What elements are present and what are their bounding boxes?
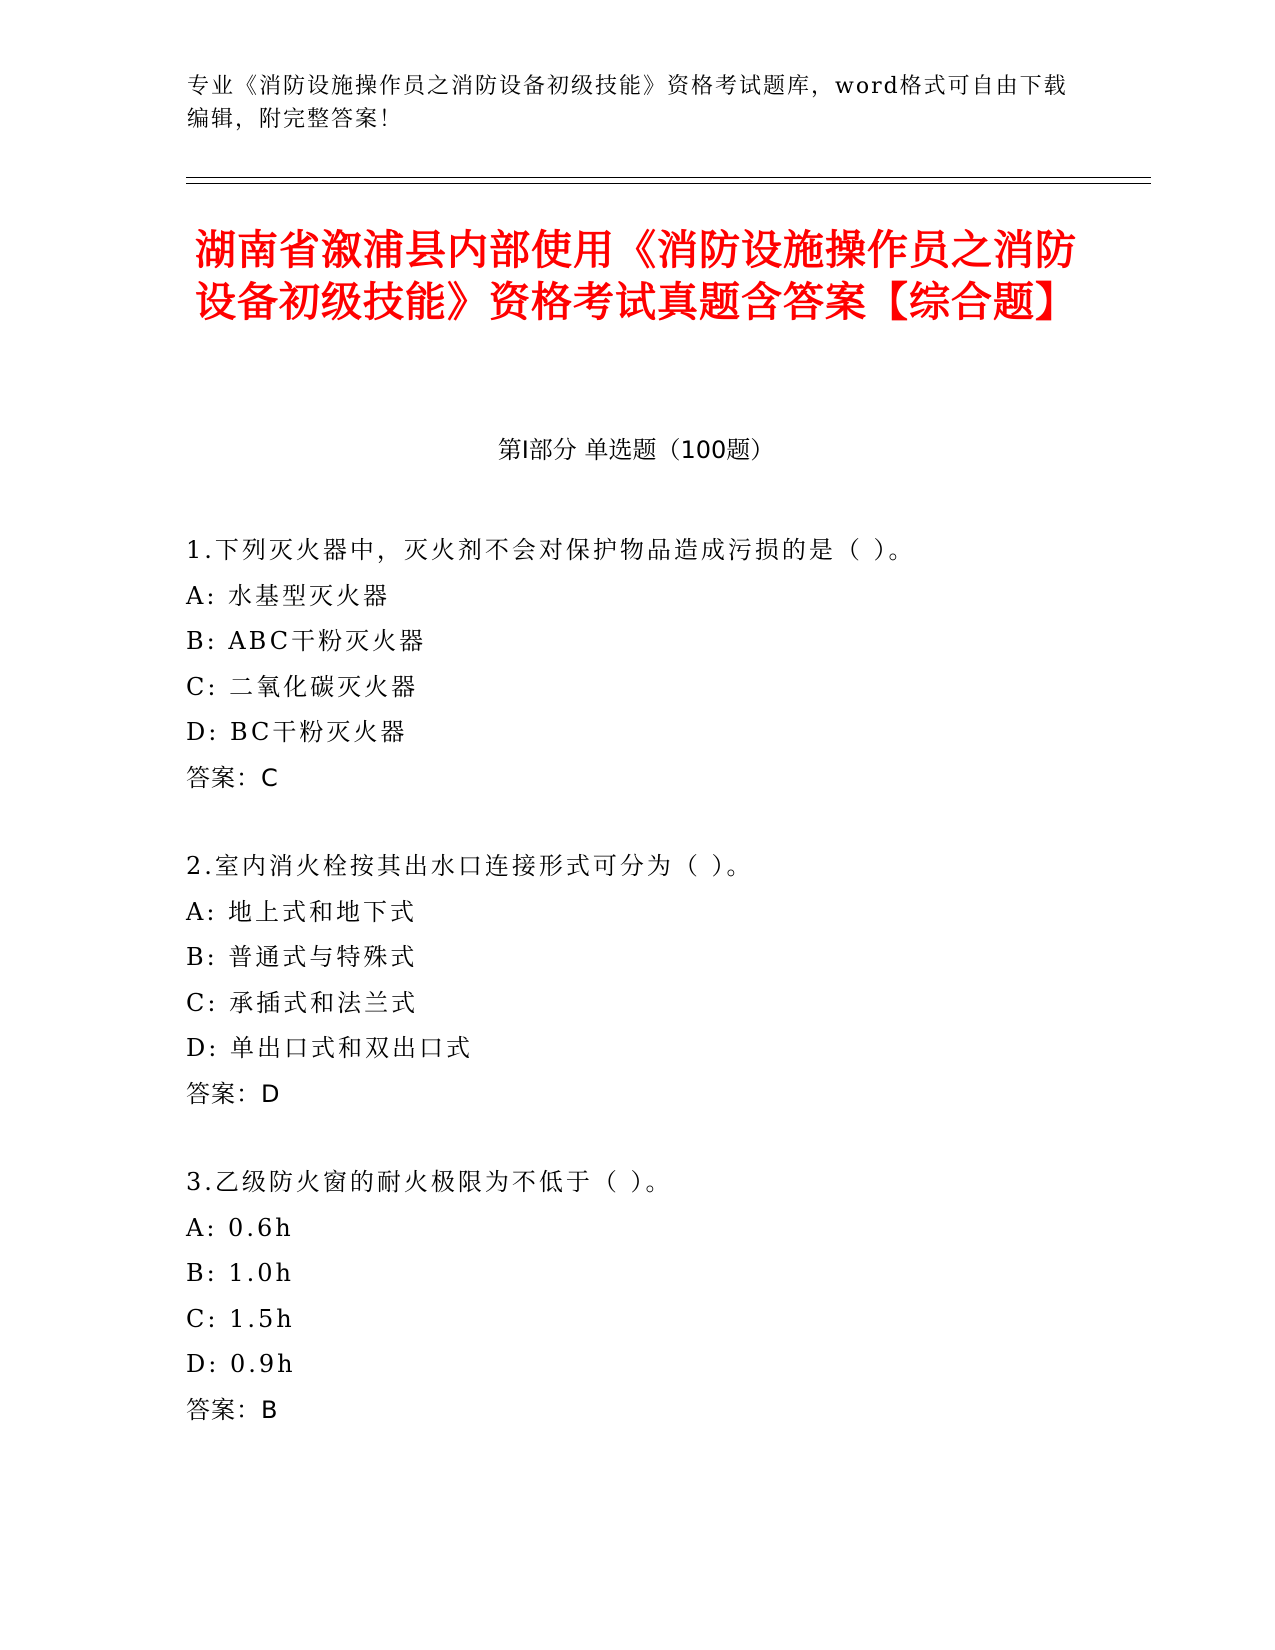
answer: 答案：C [186, 763, 279, 792]
header-divider-bottom [186, 183, 1151, 184]
question-2 [186, 844, 1146, 1117]
option-b: B: 普通式与特殊式 [186, 943, 418, 971]
option-b: B: ABC干粉灭火器 [186, 627, 427, 655]
option-a: A: 地上式和地下式 [186, 897, 418, 926]
document-title: 湖南省溆浦县内部使用《消防设施操作员之消防设备初级技能》资格考试真题含答案【综合题】 [195, 226, 1077, 326]
header-note: 专业《消防设施操作员之消防设备初级技能》资格考试题库，word格式可自由下载编辑，附完整答案！ [187, 74, 1068, 132]
answer: 答案：D [186, 1079, 281, 1108]
option-a: A: 0.6h [186, 1213, 294, 1242]
option-c: C: 1.5h [186, 1304, 295, 1333]
option-d: D: 单出口式和双出口式 [186, 1034, 473, 1062]
option-a: A: 水基型灭火器 [186, 581, 391, 610]
option-c: C: 二氧化碳灭火器 [186, 672, 419, 701]
question-list [186, 528, 1146, 1476]
option-d: D: 0.9h [186, 1350, 296, 1378]
question-stem: 3.乙级防火窗的耐火极限为不低于（ ）。 [186, 1168, 673, 1196]
question-3 [186, 1160, 1146, 1433]
question-stem: 2.室内消火栓按其出水口连接形式可分为（ ）。 [186, 852, 754, 880]
question-stem: 1.下列灭火器中，灭火剂不会对保护物品造成污损的是（ ）。 [186, 536, 916, 564]
option-b: B: 1.0h [186, 1259, 294, 1287]
option-d: D: BC干粉灭火器 [186, 718, 408, 746]
question-1 [186, 528, 1146, 801]
answer: 答案：B [186, 1395, 279, 1424]
header-divider-top [186, 177, 1151, 178]
section-title: 第Ⅰ部分 单选题（100题） [497, 436, 775, 464]
option-c: C: 承插式和法兰式 [186, 988, 419, 1017]
